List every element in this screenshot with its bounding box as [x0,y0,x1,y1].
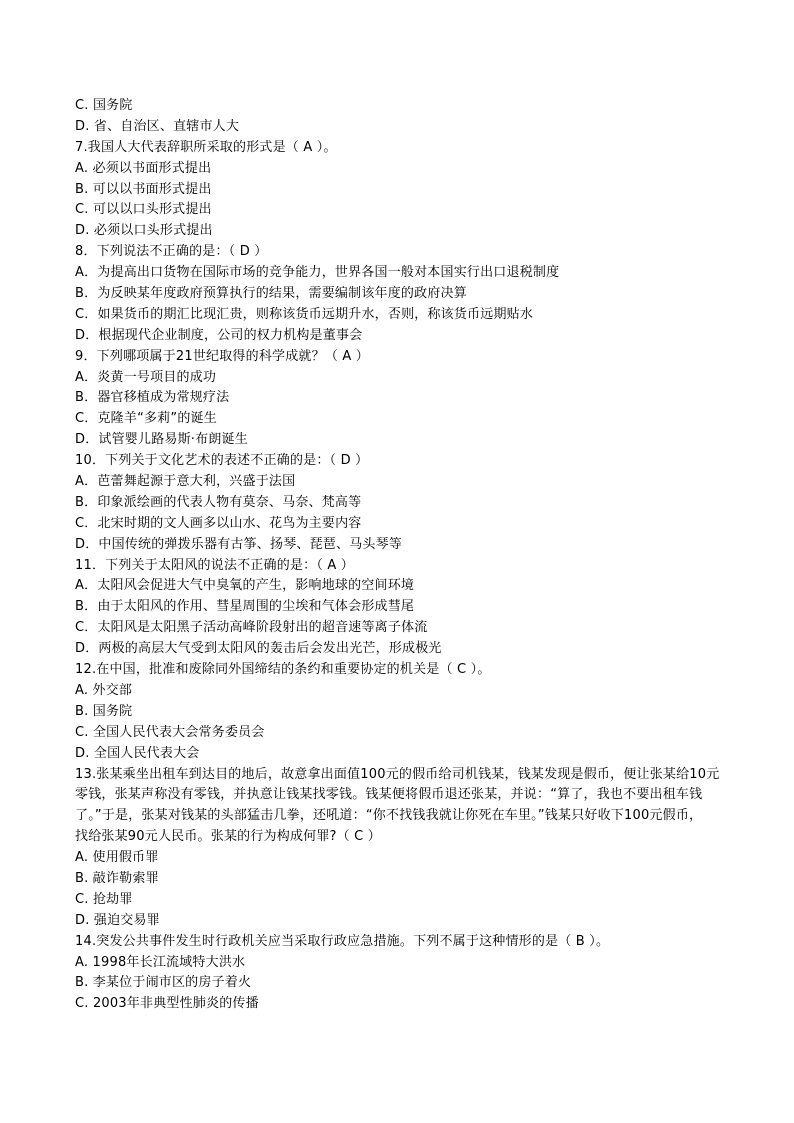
option-d: D. 省、自治区、直辖市人大 [75,118,240,134]
question-13-line-4: 找给张某90元人民币。张某的行为构成何罪?（ C ） [75,829,381,845]
question-12: 12.在中国，批准和废除同外国缔结的条约和重要协定的机关是（ C ）。 [75,662,491,678]
question-13-line-3: 了。”于是，张某对钱某的头部猛击几拳，还吼道：“你不找钱我就让你死在车里。”钱某只好收下100元假币， [75,808,703,824]
q14-option-b: B. 李某位于闹市区的房子着火 [75,975,252,991]
question-9: 9．下列哪项属于21世纪取得的科学成就？（ A ） [75,348,369,364]
question-8: 8．下列说法不正确的是：（ D ） [75,244,268,260]
q8-option-b: B．为反映某年度政府预算执行的结果，需要编制该年度的政府决算 [75,286,467,302]
q13-option-a: A. 使用假币罪 [75,850,159,866]
q12-option-a: A. 外交部 [75,682,133,698]
q12-option-d: D. 全国人民代表大会 [75,745,200,761]
document-page [75,96,775,1015]
q7-option-c: C. 可以以口头形式提出 [75,202,212,218]
q10-option-a: A．芭蕾舞起源于意大利，兴盛于法国 [75,474,296,490]
q8-option-c: C．如果货币的期汇比现汇贵，则称该货币远期升水，否则，称该货币远期贴水 [75,306,534,322]
q9-option-b: B．器官移植成为常规疗法 [75,390,230,406]
q7-option-d: D. 必须以口头形式提出 [75,223,213,239]
q9-option-d: D．试管婴儿路易斯·布朗诞生 [75,432,248,448]
q10-option-c: C．北宋时期的文人画多以山水、花鸟为主要内容 [75,515,362,531]
q9-option-c: C．克隆羊“多莉”的诞生 [75,411,217,427]
q9-option-a: A．炎黄一号项目的成功 [75,369,217,385]
q13-option-c: C. 抢劫罪 [75,891,133,907]
q10-option-d: D．中国传统的弹拨乐器有古筝、扬琴、琵琶、马头琴等 [75,536,403,552]
q11-option-a: A．太阳风会促进大气中臭氧的产生，影响地球的空间环境 [75,578,415,594]
question-11: 11．下列关于太阳风的说法不正确的是：（ A ） [75,557,354,573]
q12-option-b: B. 国务院 [75,703,133,719]
question-13-line-1: 13.张某乘坐出租车到达目的地后，故意拿出面值100元的假币给司机钱某，钱某发现是假币，便让张某给10元 [75,766,720,782]
q13-option-b: B. 敲诈勒索罪 [75,870,159,886]
question-7: 7.我国人大代表辞职所采取的形式是（ A ）。 [75,139,337,155]
q7-option-a: A. 必须以书面形式提出 [75,160,212,176]
q7-option-b: B. 可以以书面形式提出 [75,181,212,197]
question-14: 14.突发公共事件发生时行政机关应当采取行政应急措施。下列不属于这种情形的是（ B ）。 [75,933,610,949]
question-10: 10．下列关于文化艺术的表述不正确的是：（ D ） [75,453,369,469]
q10-option-b: B．印象派绘画的代表人物有莫奈、马奈、梵高等 [75,494,362,510]
q13-option-d: D. 强迫交易罪 [75,912,160,928]
question-13-line-2: 零钱，张某声称没有零钱，并执意让钱某找零钱。钱某便将假币退还张某，并说：“算了，我也不要出租车钱 [75,787,703,803]
q8-option-d: D．根据现代企业制度，公司的权力机构是董事会 [75,327,363,343]
q11-option-c: C．太阳风是太阳黑子活动高峰阶段射出的超音速等离子体流 [75,620,428,636]
option-c: C. 国务院 [75,98,133,113]
q8-option-a: A．为提高出口货物在国际市场的竞争能力，世界各国一般对本国实行出口退税制度 [75,265,560,281]
q11-option-d: D．两极的高层大气受到太阳风的轰击后会发出光芒，形成极光 [75,641,442,657]
q14-option-a: A. 1998年长江流域特大洪水 [75,954,246,970]
q11-option-b: B．由于太阳风的作用、彗星周围的尘埃和气体会形成彗尾 [75,599,415,615]
q12-option-c: C. 全国人民代表大会常务委员会 [75,724,265,740]
q14-option-c: C. 2003年非典型性肺炎的传播 [75,996,259,1012]
